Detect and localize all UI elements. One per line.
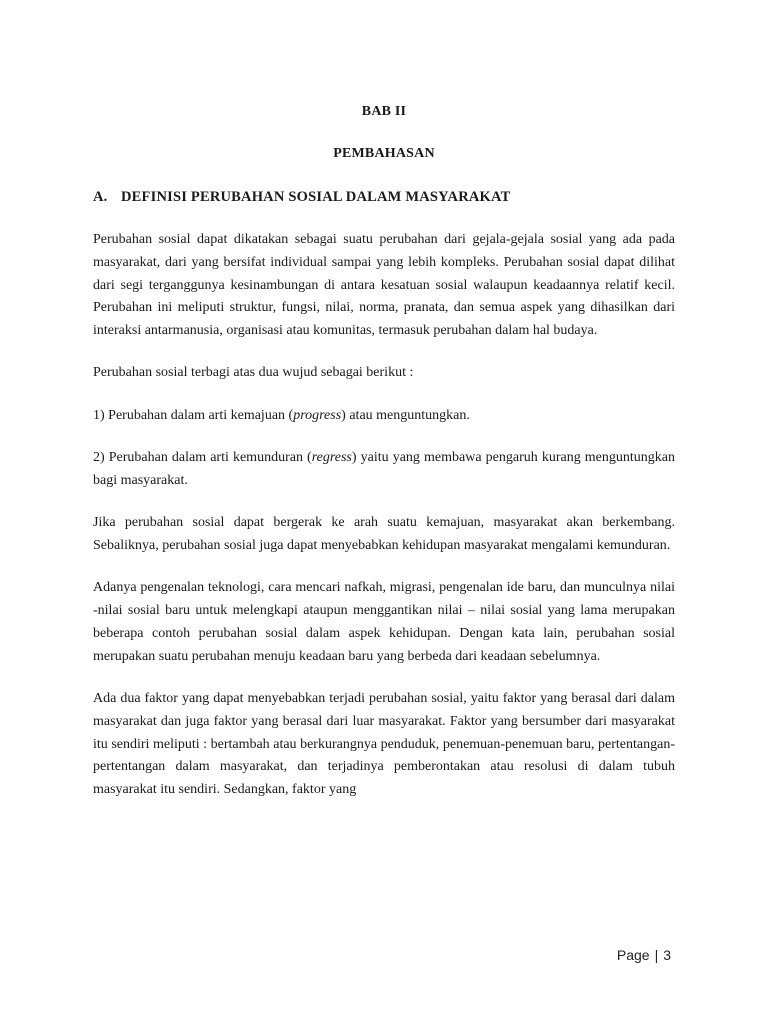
paragraph-factors: Ada dua faktor yang dapat menyebabkan terjadi perubahan sosial, yaitu faktor yang berasal dari dalam masyarakat dan juga faktor yang berasal dari luar masyarakat. Faktor yang bersumber dari masyarakat itu sendiri meliputi : bertambah atau berkurangnya penduduk, penemuan-penemuan baru, pertentangan-pertentangan dalam masyarakat, dan terjadinya pemberontakan atau resolusi di dalam tubuh masyarakat itu sendiri. Sedangkan, faktor yang	[93, 690, 675, 798]
section-title: DEFINISI PERUBAHAN SOSIAL DALAM MASYARAKAT	[121, 189, 511, 205]
list-item-progress	[93, 405, 675, 428]
term-progress: progress	[293, 407, 342, 423]
section-heading	[93, 189, 511, 206]
list-item-text: 1) Perubahan dalam arti kemajuan (	[93, 407, 294, 423]
list-item-text: ) yaitu yang membawa pengaruh kurang menguntungkan bagi masyarakat.	[93, 450, 675, 488]
list-item-text: 2) Perubahan dalam arti kemunduran (	[93, 450, 312, 466]
paragraph-progress-effect: Jika perubahan sosial dapat bergerak ke arah suatu kemajuan, masyarakat akan berkembang. Sebaliknya, perubahan sosial juga dapat menyebabkan kehidupan masyarakat mengalami kemunduran.	[93, 515, 675, 553]
body-text	[93, 229, 675, 821]
page-label: Page	[616, 947, 650, 963]
paragraph-examples: Adanya pengenalan teknologi, cara mencari nafkah, migrasi, pengenalan ide baru, dan munculnya nilai -nilai sosial baru untuk melengkapi ataupun menggantikan nilai – nilai sosial yang lama merupakan beberapa contoh perubahan sosial dalam aspek kehidupan. Dengan kata lain, perubahan sosial merupakan suatu perubahan menuju keadaan baru yang berbeda dari keadaan sebelumnya.	[93, 580, 675, 664]
page-footer	[617, 947, 671, 963]
page-number: 3	[663, 947, 671, 963]
term-regress: regress	[311, 450, 352, 466]
section-number: A.	[93, 189, 108, 205]
chapter-title: BAB II	[361, 104, 407, 119]
list-item-text: ) atau menguntungkan.	[341, 407, 470, 423]
paragraph-definition: Perubahan sosial dapat dikatakan sebagai suatu perubahan dari gejala-gejala sosial yang ada pada masyarakat, dari yang bersifat individual sampai yang lebih kompleks. Perubahan sosial dapat dilihat dari segi terganggunya kesinambungan di antara kesatuan sosial walaupun keadaannya relatif kecil. Perubahan ini meliputi struktur, fungsi, nilai, norma, pranata, dan semua aspek yang dihasilkan dari interaksi antarmanusia, organisasi atau komunitas, termasuk perubahan dalam hal budaya.	[93, 232, 675, 339]
page-separator: |	[654, 947, 659, 963]
list-item-regress	[93, 447, 675, 493]
chapter-subtitle: PEMBAHASAN	[333, 146, 435, 161]
paragraph-intro-list: Perubahan sosial terbagi atas dua wujud sebagai berikut :	[93, 365, 414, 381]
